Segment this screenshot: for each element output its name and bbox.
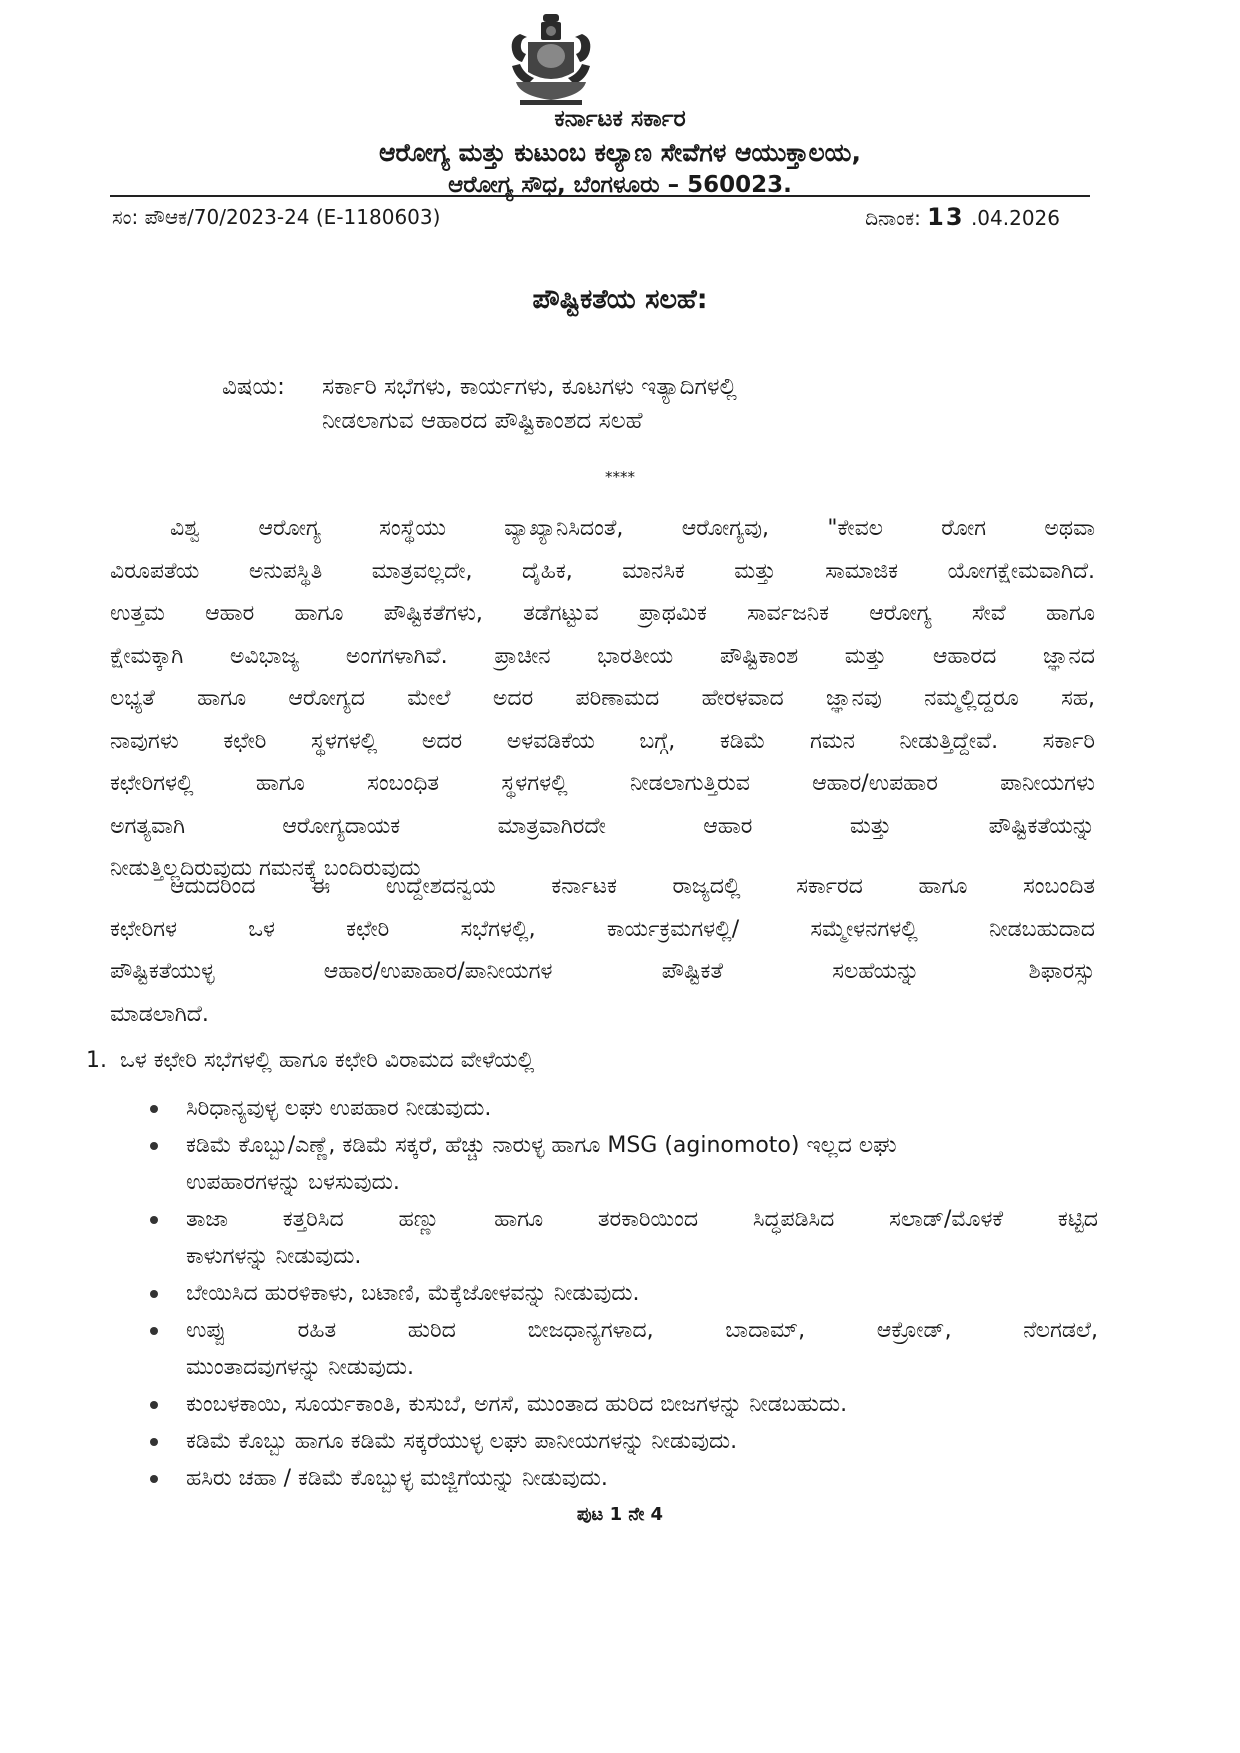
list-item-text: ಹಸಿರು ಚಹಾ / ಕಡಿಮೆ ಕೊಬ್ಬುಳ್ಳ ಮಜ್ಜಿಗೆಯನ್ನು ನೀಡುವುದು. xyxy=(186,1466,608,1491)
paragraph-line: ಕ್ಷೇಮಕ್ಕಾಗಿ ಅವಿಭಾಜ್ಯ ಅಂಗಗಳಾಗಿವೆ. ಪ್ರಾಚೀನ ಭಾರತೀಯ ಪೌಷ್ಟಿಕಾಂಶ ಮತ್ತು ಆಹಾರದ ಜ್ಞಾನದ xyxy=(110,643,1095,669)
paragraph-line: ನಾವುಗಳು ಕಛೇರಿ ಸ್ಥಳಗಳಲ್ಲಿ ಅದರ ಅಳವಡಿಕೆಯ ಬಗ್ಗೆ, ಕಡಿಮೆ ಗಮನ ನೀಡುತ್ತಿದ್ದೇವೆ. ಸರ್ಕಾರಿ xyxy=(110,728,1095,754)
list-item-text: ಉಪಹಾರಗಳನ್ನು ಬಳಸುವುದು. xyxy=(186,1170,400,1195)
list-item-text: ಸಿರಿಧಾನ್ಯವುಳ್ಳ ಲಘು ಉಪಹಾರ ನೀಡುವುದು. xyxy=(186,1096,492,1121)
paragraph-1 xyxy=(110,508,1095,891)
subject-line-2: ನೀಡಲಾಗುವ ಆಹಾರದ ಪೌಷ್ಟಿಕಾಂಶದ ಸಲಹೆ xyxy=(322,408,643,434)
bullet-icon xyxy=(150,1105,158,1113)
document-date xyxy=(865,203,1060,232)
section-title: ಒಳ ಕಛೇರಿ ಸಭೆಗಳಲ್ಲಿ ಹಾಗೂ ಕಛೇರಿ ವಿರಾಮದ ವೇಳೆಯಲ್ಲಿ xyxy=(120,1048,535,1073)
paragraph-line: ಅಗತ್ಯವಾಗಿ ಆರೋಗ್ಯದಾಯಕ ಮಾತ್ರವಾಗಿರದೇ ಆಹಾರ ಮತ್ತು ಪೌಷ್ಟಿಕತೆಯನ್ನು xyxy=(110,813,1095,839)
list-item xyxy=(148,1201,1098,1275)
list-item xyxy=(148,1275,1098,1312)
section-1-heading xyxy=(86,1043,534,1079)
separator: **** xyxy=(605,468,635,486)
list-item xyxy=(148,1423,1098,1460)
header-divider xyxy=(110,195,1090,197)
list-item-text: ಕುಂಬಳಕಾಯಿ, ಸೂರ್ಯಕಾಂತಿ, ಕುಸುಬೆ, ಅಗಸೆ, ಮುಂತಾದ ಹುರಿದ ಬೀಜಗಳನ್ನು ನೀಡಬಹುದು. xyxy=(186,1392,848,1417)
subject-line-1: ಸರ್ಕಾರಿ ಸಭೆಗಳು, ಕಾರ್ಯಗಳು, ಕೂಟಗಳು ಇತ್ಯಾದಿಗಳಲ್ಲಿ xyxy=(322,374,737,400)
letterhead-government: ಕರ್ನಾಟಕ ಸರ್ಕಾರ xyxy=(554,106,686,132)
list-item-text: ಬೇಯಿಸಿದ ಹುರಳಿಕಾಳು, ಬಟಾಣಿ, ಮೆಕ್ಕೆಜೋಳವನ್ನು ನೀಡುವುದು. xyxy=(186,1281,640,1306)
list-item xyxy=(148,1127,1098,1201)
reference-number: ಸಂ: ಪೌಆಕ/70/2023-24 (E-1180603) xyxy=(112,205,441,229)
bullet-icon xyxy=(150,1401,158,1409)
document-title: ಪೌಷ್ಟಿಕತೆಯ ಸಲಹೆ: xyxy=(532,284,708,315)
state-emblem-icon xyxy=(498,12,604,108)
list-item xyxy=(148,1460,1098,1497)
page-number: ಪುಟ 1 ನೇ 4 xyxy=(576,1504,664,1525)
paragraph-line: ಉತ್ತಮ ಆಹಾರ ಹಾಗೂ ಪೌಷ್ಟಿಕತೆಗಳು, ತಡೆಗಟ್ಟುವ ಪ್ರಾಥಮಿಕ ಸಾರ್ವಜನಿಕ ಆರೋಗ್ಯ ಸೇವೆ ಹಾಗೂ xyxy=(110,601,1095,626)
date-month-year: .04.2026 xyxy=(970,206,1060,230)
letterhead-department: ಆರೋಗ್ಯ ಮತ್ತು ಕುಟುಂಬ ಕಲ್ಯಾಣ ಸೇವೆಗಳ ಆಯುಕ್ತಾಲಯ, xyxy=(379,138,861,167)
list-item-text: ತಾಜಾ ಕತ್ತರಿಸಿದ ಹಣ್ಣು ಹಾಗೂ ತರಕಾರಿಯಿಂದ ಸಿದ್ಧಪಡಿಸಿದ ಸಲಾಡ್/ಮೊಳಕೆ ಕಟ್ಟಿದ xyxy=(186,1207,1098,1232)
paragraph-line: ನೀಡುತ್ತಿಲ್ಲದಿರುವುದು ಗಮನಕ್ಕೆ ಬಂದಿರುವುದು xyxy=(110,856,421,881)
paragraph-line: ಮಾಡಲಾಗಿದೆ. xyxy=(110,1001,209,1027)
paragraph-line: ವಿಶ್ವ ಆರೋಗ್ಯ ಸಂಸ್ಥೆಯು ವ್ಯಾಖ್ಯಾನಿಸಿದಂತೆ, ಆರೋಗ್ಯವು, "ಕೇವಲ ರೋಗ ಅಥವಾ xyxy=(170,516,1095,541)
paragraph-line: ಕಛೇರಿಗಳ ಒಳ ಕಛೇರಿ ಸಭೆಗಳಲ್ಲಿ, ಕಾರ್ಯಕ್ರಮಗಳಲ್ಲಿ/ ಸಮ್ಮೇಳನಗಳಲ್ಲಿ ನೀಡಬಹುದಾದ xyxy=(110,916,1095,942)
subject-label: ವಿಷಯ: xyxy=(222,374,285,400)
date-day-handwritten: 13 xyxy=(927,203,965,231)
list-item-text: ಉಪ್ಪು ರಹಿತ ಹುರಿದ ಬೀಜಧಾನ್ಯಗಳಾದ, ಬಾದಾಮ್, ಆಕ್ರೋಡ್, ನೆಲಗಡಲೆ, xyxy=(186,1318,1098,1343)
list-item-text: ಕಾಳುಗಳನ್ನು ನೀಡುವುದು. xyxy=(186,1244,362,1269)
list-item xyxy=(148,1312,1098,1386)
list-item-text: ಮುಂತಾದವುಗಳನ್ನು ನೀಡುವುದು. xyxy=(186,1355,414,1380)
bullet-icon xyxy=(150,1142,158,1150)
bullet-icon xyxy=(150,1216,158,1224)
paragraph-line: ವಿರೂಪತೆಯ ಅನುಪಸ್ಥಿತಿ ಮಾತ್ರವಲ್ಲದೇ, ದೈಹಿಕ, ಮಾನಸಿಕ ಮತ್ತು ಸಾಮಾಜಿಕ ಯೋಗಕ್ಷೇಮವಾಗಿದೆ. xyxy=(110,558,1095,584)
date-label: ದಿನಾಂಕ: xyxy=(865,206,921,230)
letterhead-address: ಆರೋಗ್ಯ ಸೌಧ, ಬೆಂಗಳೂರು – 560023. xyxy=(448,172,792,198)
list-item-text: ಕಡಿಮೆ ಕೊಬ್ಬು/ಎಣ್ಣೆ, ಕಡಿಮೆ ಸಕ್ಕರೆ, ಹೆಚ್ಚು ನಾರುಳ್ಳ ಹಾಗೂ MSG (aginomoto) ಇಲ್ಲದ ಲಘು xyxy=(186,1133,897,1158)
paragraph-line: ಲಭ್ಯತೆ ಹಾಗೂ ಆರೋಗ್ಯದ ಮೇಲೆ ಅದರ ಪರಿಣಾಮದ ಹೇರಳವಾದ ಜ್ಞಾನವು ನಮ್ಮಲ್ಲಿದ್ದರೂ ಸಹ, xyxy=(110,686,1095,711)
section-number: 1. xyxy=(86,1048,107,1073)
bullet-icon xyxy=(150,1475,158,1483)
list-item-text: ಕಡಿಮೆ ಕೊಬ್ಬು ಹಾಗೂ ಕಡಿಮೆ ಸಕ್ಕರೆಯುಳ್ಳ ಲಘು ಪಾನೀಯಗಳನ್ನು ನೀಡುವುದು. xyxy=(186,1429,738,1454)
list-item xyxy=(148,1090,1098,1127)
recommendation-list xyxy=(148,1090,1098,1497)
paragraph-line: ಪೌಷ್ಟಿಕತೆಯುಳ್ಳ ಆಹಾರ/ಉಪಾಹಾರ/ಪಾನೀಯಗಳ ಪೌಷ್ಟಿಕತೆ ಸಲಹೆಯನ್ನು ಶಿಫಾರಸ್ಸು xyxy=(110,959,1095,984)
bullet-icon xyxy=(150,1327,158,1335)
paragraph-line: ಕಛೇರಿಗಳಲ್ಲಿ ಹಾಗೂ ಸಂಬಂಧಿತ ಸ್ಥಳಗಳಲ್ಲಿ ನೀಡಲಾಗುತ್ತಿರುವ ಆಹಾರ/ಉಪಹಾರ ಪಾನೀಯಗಳು xyxy=(110,771,1095,796)
bullet-icon xyxy=(150,1290,158,1298)
bullet-icon xyxy=(150,1438,158,1446)
paragraph-2 xyxy=(110,866,1095,1036)
subject-block xyxy=(222,370,737,438)
list-item xyxy=(148,1386,1098,1423)
paragraph-line: ಆದುದರಿಂದ ಈ ಉದ್ದೇಶದನ್ವಯ ಕರ್ನಾಟಕ ರಾಜ್ಯದಲ್ಲಿ ಸರ್ಕಾರದ ಹಾಗೂ ಸಂಬಂದಿತ xyxy=(170,874,1095,899)
